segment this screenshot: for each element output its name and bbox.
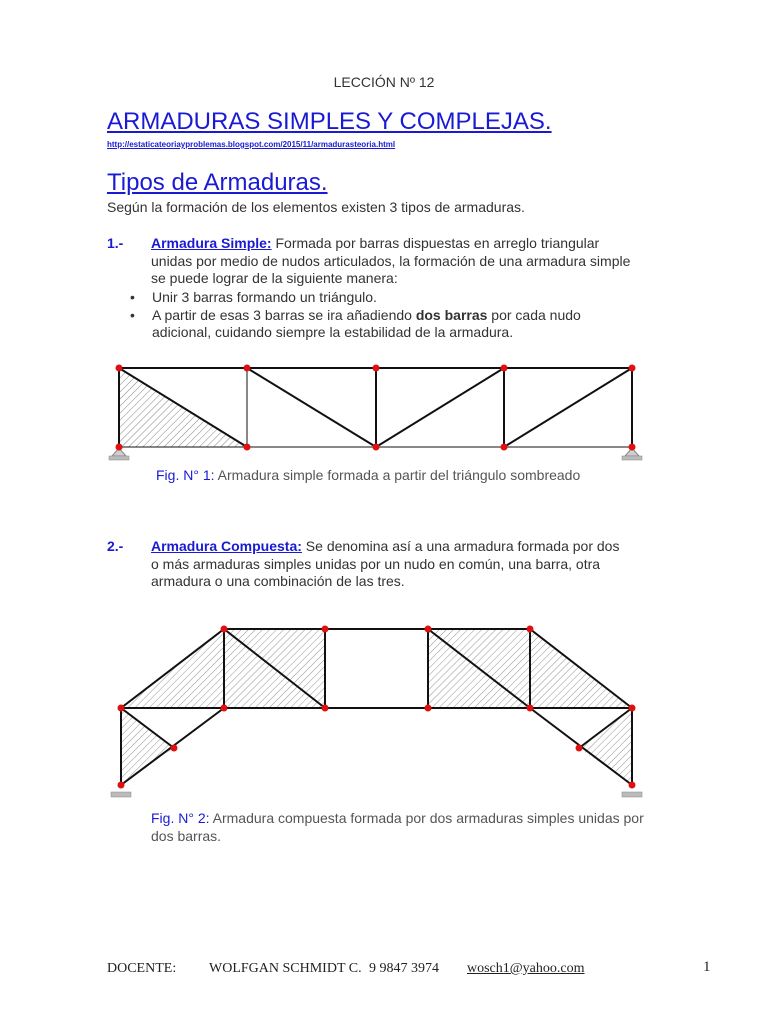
support-right: [622, 792, 642, 797]
figure-1-simple-truss: [100, 355, 660, 470]
footer-label: DOCENTE:: [107, 961, 177, 976]
truss-node: [221, 705, 228, 712]
truss-node: [221, 626, 228, 633]
truss-node: [501, 444, 508, 451]
figure-2-compound-truss: [100, 615, 660, 805]
truss-node: [373, 365, 380, 372]
bullet-text: A partir de esas 3 barras se ira añadiendo: [152, 306, 416, 323]
truss-node: [425, 626, 432, 633]
bullet-text: por cada nudo adicional, cuidando siempre la estabilidad de la armadura.: [152, 306, 581, 340]
truss-node: [501, 365, 508, 372]
truss-node: [629, 444, 636, 451]
phone-number: 9 9847 3974: [369, 961, 439, 976]
figure-2-caption-text: Armadura compuesta formada por dos armaduras simples unidas por dos barras.: [151, 810, 644, 844]
footer: [107, 961, 717, 977]
truss-node: [116, 444, 123, 451]
item-number-2: 2.-: [107, 538, 124, 554]
truss-node: [244, 444, 251, 451]
truss-member: [247, 368, 376, 447]
bullet-list: [130, 289, 630, 342]
list-item: [130, 289, 630, 307]
truss-node: [118, 782, 125, 789]
lesson-number: LECCIÓN Nº 12: [333, 74, 435, 90]
teacher-name: WOLFGAN SCHMIDT C.: [209, 961, 362, 976]
section-title: Tipos de Armaduras.: [107, 169, 328, 196]
figure-1-caption: [156, 466, 580, 484]
truss-node: [576, 745, 583, 752]
truss-node: [629, 782, 636, 789]
item-1-paragraph: [151, 235, 631, 288]
truss-node: [322, 626, 329, 633]
truss-member: [376, 368, 504, 447]
truss-node: [425, 705, 432, 712]
item-2-paragraph: [151, 538, 631, 591]
figure-1-caption-text: Armadura simple formada a partir del triángulo sombreado: [214, 467, 581, 483]
truss-node: [527, 626, 534, 633]
truss-node: [527, 705, 534, 712]
figure-2-label: Fig. N° 2:: [151, 810, 210, 826]
email-link[interactable]: wosch1@yahoo.com: [467, 961, 585, 976]
truss-node: [629, 705, 636, 712]
figure-2-caption: [151, 809, 661, 845]
term-simple-truss: Armadura Simple:: [151, 235, 272, 251]
list-item: [130, 307, 630, 342]
truss-node: [116, 365, 123, 372]
truss-node: [629, 365, 636, 372]
section-intro: Según la formación de los elementos existen 3 tipos de armaduras.: [107, 199, 525, 215]
bullet-text: Unir 3 barras formando un triángulo.: [152, 289, 377, 305]
bullet-bold-text: dos barras: [415, 306, 488, 323]
truss-node: [373, 444, 380, 451]
truss-member: [504, 368, 632, 447]
truss-node: [244, 365, 251, 372]
item-1-text: Formada por barras dispuestas en arreglo triangular unidas por medio de nudos articulados, la formación de una armadura simple se puede lograr de la siguiente manera:: [151, 235, 631, 286]
figure-1-label: Fig. N° 1:: [156, 467, 215, 483]
page-number: 1: [703, 959, 711, 975]
truss-node: [322, 705, 329, 712]
support-left: [111, 792, 131, 797]
item-number-1: 1.-: [107, 235, 124, 251]
term-compound-truss: Armadura Compuesta:: [151, 538, 302, 554]
item-2-text: Se denomina así a una armadura formada por dos o más armaduras simples unidas por un nudo en común, una barra, otra armadura o una combinación de las tres.: [151, 538, 620, 589]
truss-node: [118, 705, 125, 712]
main-title: ARMADURAS SIMPLES Y COMPLEJAS.: [107, 108, 552, 135]
source-link[interactable]: http://estaticateoriayproblemas.blogspot.com/2015/11/armadurasteoria.html: [107, 140, 396, 149]
truss-node: [171, 745, 178, 752]
